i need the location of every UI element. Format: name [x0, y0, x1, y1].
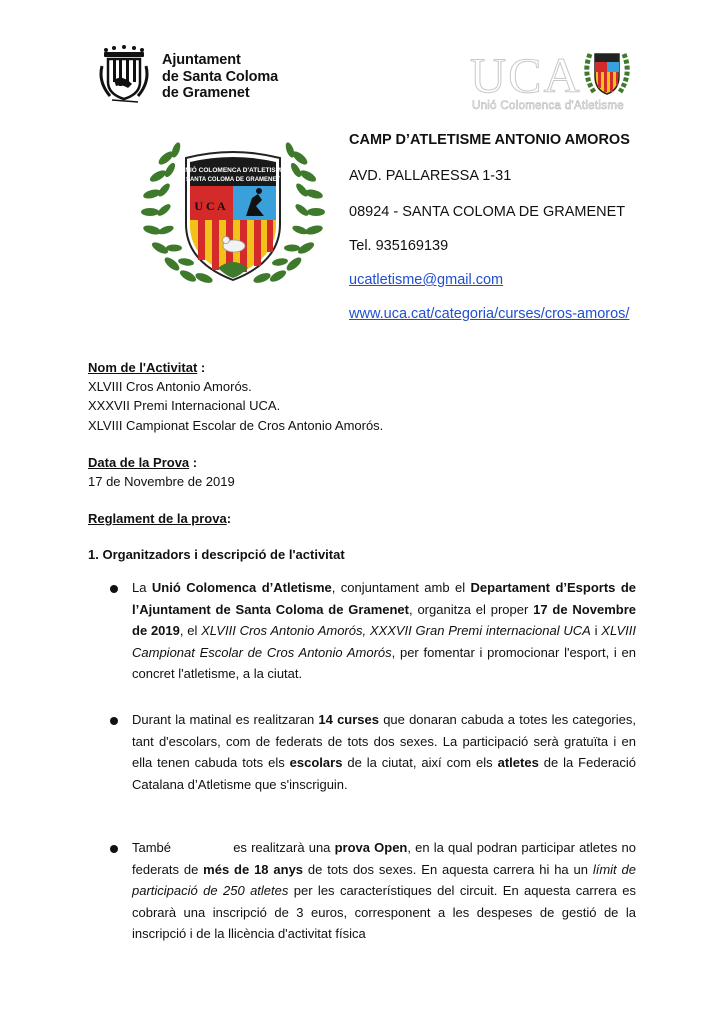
- text: , per fomentar i promocionar l'esport, i en concret l'atletisme, a la ciutat.: [132, 644, 636, 681]
- text: per les característiques del circuit. En aquesta carrera es cobrarà una inscripció de 3 euros, corresponent a les despeses de gestió de la inscripció i de la llicència d'activitat física: [132, 883, 636, 941]
- ajuntament-logo-line: Ajuntament: [162, 52, 241, 68]
- bold-text: prova Open: [334, 840, 408, 855]
- bold-text: atletes: [497, 755, 539, 770]
- uca-logo-word: UCA: [470, 47, 582, 103]
- text: , en la qual podran participar atletes no federats de: [132, 840, 636, 877]
- email-link[interactable]: ucatletisme@gmail.com: [349, 272, 504, 288]
- label-suffix: :: [189, 455, 198, 470]
- bold-text: Departament d’Esports de l’Ajuntament de Santa Coloma de Gramenet: [132, 580, 636, 617]
- text: de tots dos sexes. En aquesta carrera hi ha un: [303, 861, 593, 877]
- venue-street: AVD. PALLARESSA 1-31: [349, 168, 512, 184]
- label-suffix: :: [226, 511, 232, 526]
- uca-mini-crest-icon: [580, 46, 634, 100]
- rules-heading: [88, 511, 231, 526]
- text: , el: [179, 623, 202, 638]
- bold-text: 14 curses: [318, 712, 379, 727]
- italic-text: XLVIII Campionat Escolar de Cros Antonio Amorós: [132, 623, 636, 660]
- text: que donaran cabuda a totes les categories, tant d'escolars, com de federats de tots dos sexes. La participació serà gratuïta i en ella tenen cabuda tots els: [132, 712, 636, 770]
- activity-name-item: XLVIII Cros Antonio Amorós.: [88, 379, 252, 394]
- bold-text: Unió Colomenca d’Atletisme: [151, 580, 332, 595]
- date-label: Data de la Prova: [88, 455, 190, 470]
- paragraph-organizers: [132, 577, 636, 685]
- bullet-icon: [110, 585, 118, 593]
- uca-club-crest: [138, 128, 328, 293]
- venue-title: CAMP D’ATLETISME ANTONIO AMOROS: [349, 132, 630, 148]
- bold-text: escolars: [289, 755, 343, 770]
- activity-name-label: Nom de l'Activitat: [88, 360, 198, 375]
- bold-text: 17 de Novembre de 2019: [132, 601, 637, 638]
- crest-text-line: SANTA COLOMA DE GRAMENET: [185, 177, 281, 183]
- activity-name-heading: [88, 360, 205, 375]
- text: es realitzarà una: [229, 840, 335, 855]
- activity-name-item: XXXVII Premi Internacional UCA.: [88, 398, 281, 413]
- date-heading: [88, 455, 197, 470]
- crest-letters: U C A: [194, 199, 226, 213]
- text: La: [132, 580, 152, 595]
- activity-name-item: XLVIII Campionat Escolar de Cros Antonio Amorós.: [88, 418, 384, 433]
- text: , conjuntament amb el: [331, 580, 471, 595]
- date-value: 17 de Novembre de 2019: [88, 474, 235, 489]
- ajuntament-logo-text: [162, 52, 278, 102]
- text: També: [132, 840, 172, 855]
- italic-text: XLVIII Cros Antonio Amorós, XXXVII Gran Premi internacional UCA: [201, 623, 591, 638]
- uca-logo: [468, 46, 648, 116]
- venue-phone: Tel. 935169139: [349, 238, 449, 254]
- text: de la ciutat, així com els: [342, 755, 498, 770]
- text: , organitza el proper: [409, 601, 534, 617]
- ajuntament-logo-line: de Gramenet: [162, 85, 250, 101]
- bold-text: més de 18 anys: [203, 861, 304, 877]
- ajuntament-logo-line: de Santa Coloma: [162, 68, 279, 85]
- rules-label: Reglament de la prova: [88, 511, 227, 526]
- section-1-title: 1. Organitzadors i descripció de l'activitat: [88, 547, 345, 562]
- label-suffix: :: [197, 360, 206, 375]
- ajuntament-coat-of-arms-logo: [94, 44, 154, 104]
- website-link[interactable]: www.uca.cat/categoria/curses/cros-amoros/: [349, 306, 630, 322]
- crest-text-line: UNIÓ COLOMENCA D'ATLETISME: [180, 167, 286, 174]
- venue-city: 08924 - SANTA COLOMA DE GRAMENET: [349, 204, 626, 220]
- italic-text: límit de participació de 250 atletes: [132, 861, 636, 898]
- text: de la Federació Catalana d’Atletisme que s'inscriguin.: [132, 755, 636, 792]
- text: i: [590, 623, 602, 638]
- bullet-icon: [110, 845, 118, 853]
- bullet-icon: [110, 717, 118, 725]
- paragraph-open-race: [132, 837, 636, 945]
- text: Durant la matinal es realitzaran: [132, 712, 319, 727]
- paragraph-races: [132, 709, 636, 795]
- uca-logo-subtitle: Unió Colomenca d'Atletisme: [472, 100, 624, 112]
